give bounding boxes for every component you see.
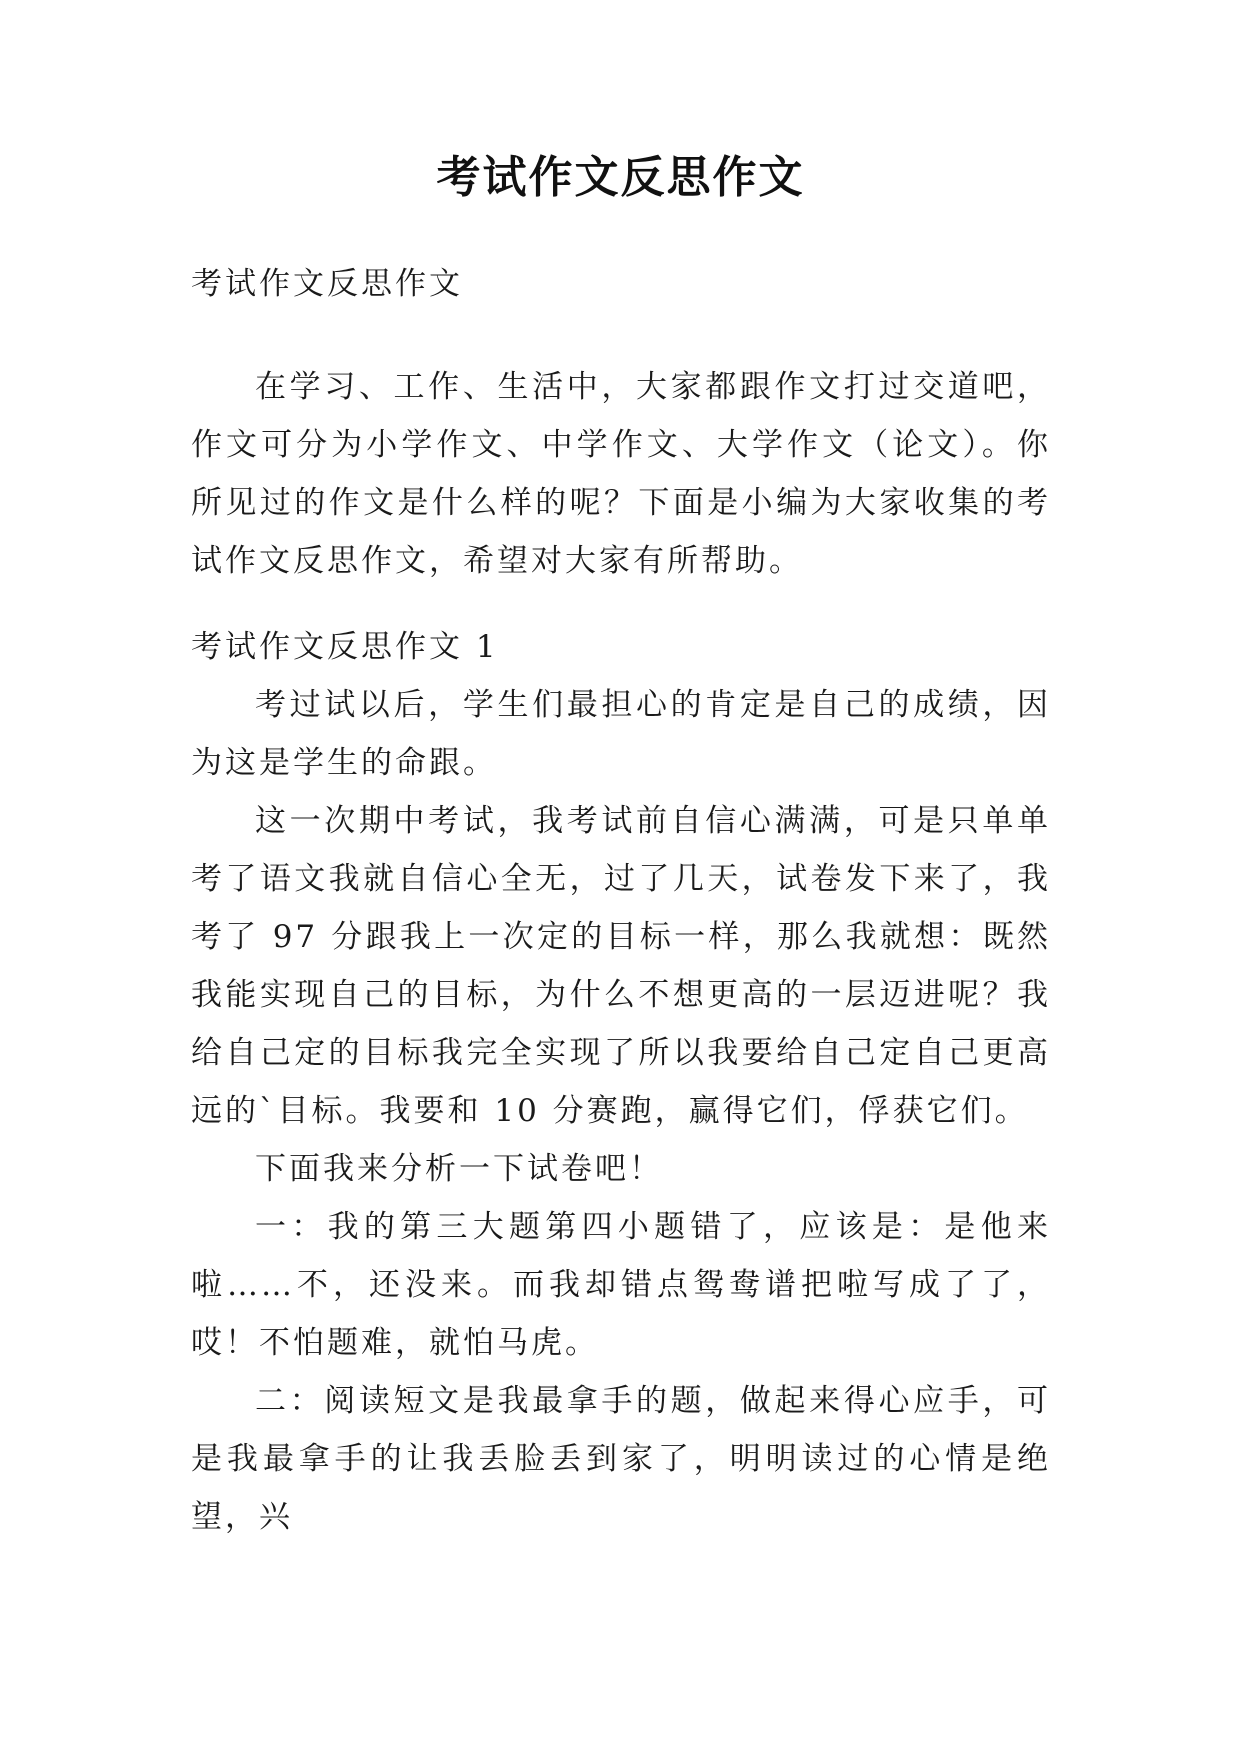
body-paragraph: 二：阅读短文是我最拿手的题，做起来得心应手，可是我最拿手的让我丢脸丢到家了，明明读过的心情是绝望，兴 [191, 1383, 1051, 1535]
intro-paragraph: 在学习、工作、生活中，大家都跟作文打过交道吧，作文可分为小学作文、中学作文、大学作文（论文）。你所见过的作文是什么样的呢？下面是小编为大家收集的考试作文反思作文，希望对大家有所帮助。 [191, 369, 1051, 579]
document-title: 考试作文反思作文 [436, 152, 805, 203]
document-subtitle: 考试作文反思作文 [191, 266, 463, 302]
intro-block [191, 358, 1051, 590]
body-paragraph: 一：我的第三大题第四小题错了，应该是：是他来啦……不，还没来。而我却错点鸳鸯谱把啦写成了了，哎！不怕题难，就怕马虎。 [191, 1209, 1051, 1361]
subtitle-block [191, 255, 1051, 313]
body-paragraph: 这一次期中考试，我考试前自信心满满，可是只单单考了语文我就自信心全无，过了几天，试卷发下来了，我考了 97 分跟我上一次定的目标一样，那么我就想：既然我能实现自己的目标，为什么不想更高的一层迈进呢？我给自己定的目标我完全实现了所以我要给自己定自己更高远的`目标。我要和 10 分赛跑，赢得它们，俘获它们。 [191, 803, 1051, 1129]
body-paragraph: 考过试以后，学生们最担心的肯定是自己的成绩，因为这是学生的命跟。 [191, 687, 1051, 781]
section-block [191, 618, 1051, 1546]
section-heading: 考试作文反思作文 1 [191, 629, 499, 665]
body-paragraph: 下面我来分析一下试卷吧！ [255, 1151, 663, 1187]
